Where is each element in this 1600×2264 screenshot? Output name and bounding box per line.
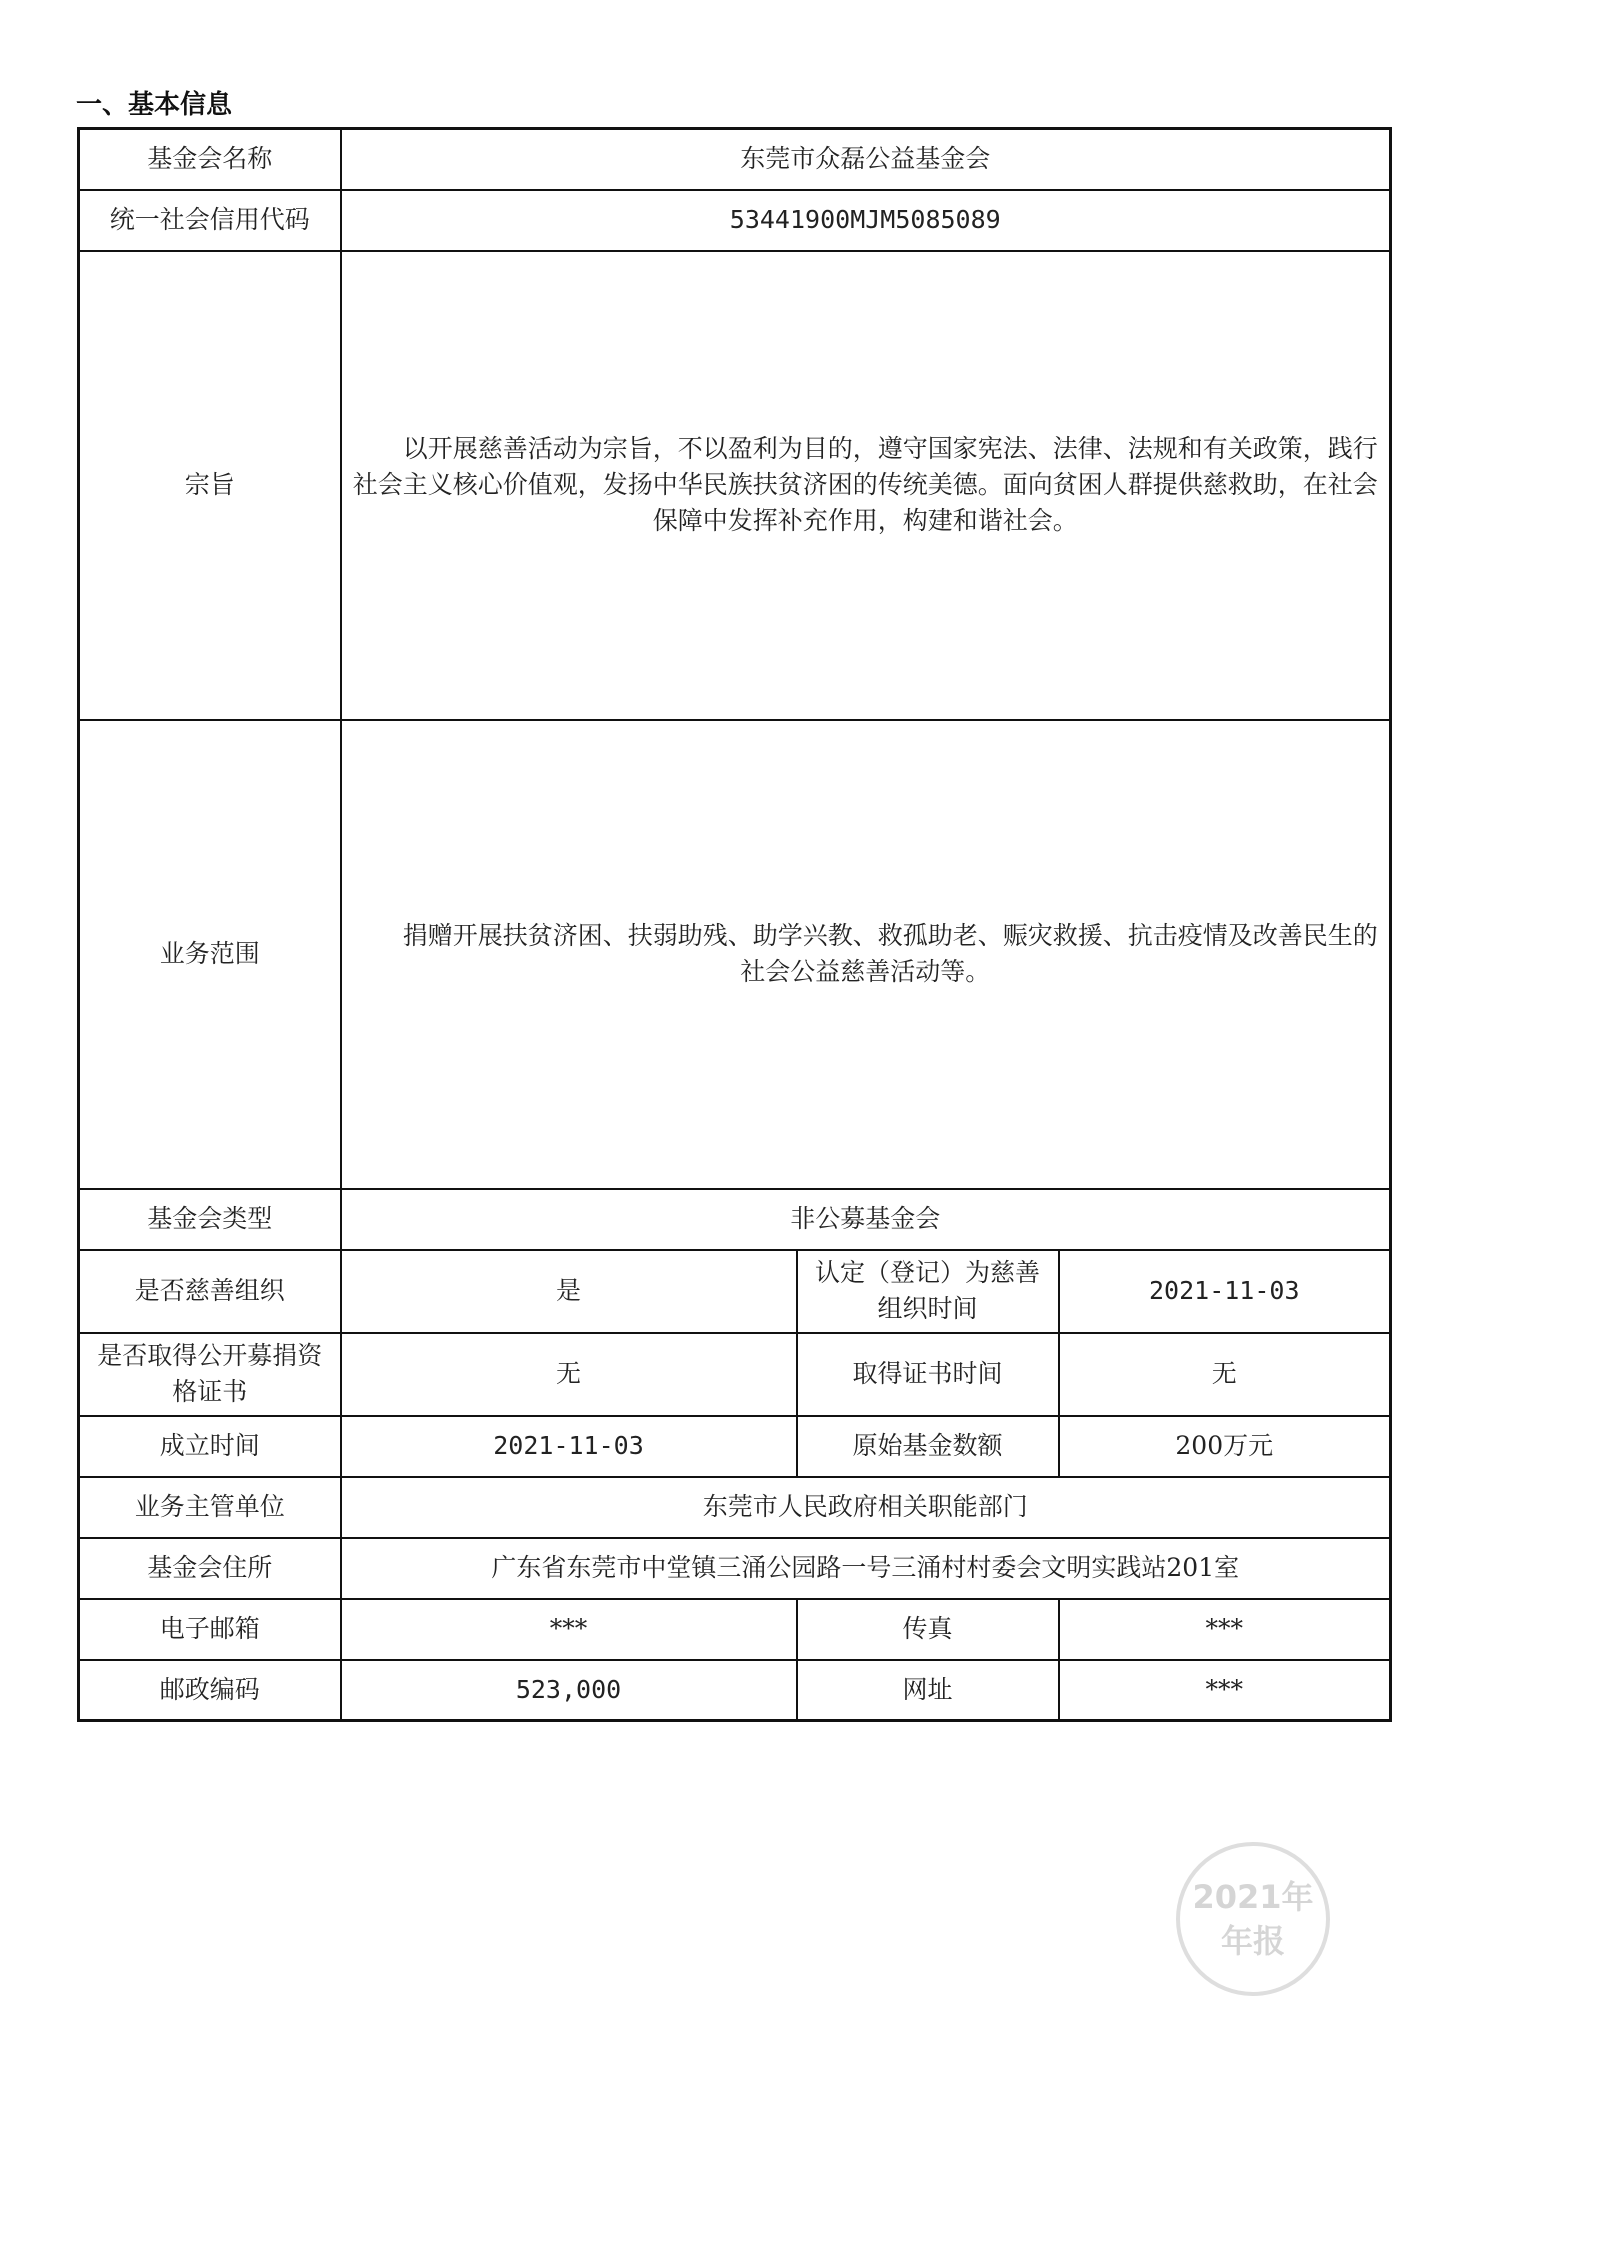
business-scope-text: 捐赠开展扶贫济困、扶弱助残、助学兴教、救孤助老、赈灾救援、抗击疫情及改善民生的社会公益慈善活动等。 <box>402 920 1378 986</box>
stamp-label: 年报 <box>1220 1922 1285 1960</box>
table-row <box>79 1477 1391 1538</box>
foundation-name-label: 基金会名称 <box>79 129 341 190</box>
cert-time-value: 无 <box>1059 1333 1391 1416</box>
annual-report-stamp <box>1176 1842 1330 1996</box>
table-row <box>79 1250 1391 1333</box>
table-row <box>79 720 1391 1189</box>
table-row <box>79 129 1391 190</box>
credit-code-value: 53441900MJM5085089 <box>341 190 1391 251</box>
founded-value: 2021-11-03 <box>341 1416 797 1477</box>
postcode-label: 邮政编码 <box>79 1660 341 1721</box>
website-label: 网址 <box>797 1660 1059 1721</box>
table-row <box>79 1538 1391 1599</box>
charity-date-label: 认定（登记）为慈善组织时间 <box>797 1250 1059 1333</box>
email-label: 电子邮箱 <box>79 1599 341 1660</box>
website-value: *** <box>1059 1660 1391 1721</box>
purpose-text: 以开展慈善活动为宗旨，不以盈利为目的，遵守国家宪法、法律、法规和有关政策，践行社会主义核心价值观，发扬中华民族扶贫济困的传统美德。面向贫困人群提供慈救助，在社会保障中发挥补充作用，构建和谐社会。 <box>352 433 1378 536</box>
foundation-type-label: 基金会类型 <box>79 1189 341 1250</box>
table-row <box>79 1189 1391 1250</box>
address-label: 基金会住所 <box>79 1538 341 1599</box>
address-value: 广东省东莞市中堂镇三涌公园路一号三涌村村委会文明实践站201室 <box>341 1538 1391 1599</box>
purpose-label: 宗旨 <box>79 251 341 720</box>
cert-time-label: 取得证书时间 <box>797 1333 1059 1416</box>
fund-amount-label: 原始基金数额 <box>797 1416 1059 1477</box>
table-row <box>79 190 1391 251</box>
business-scope-cell <box>341 720 1391 1189</box>
table-row <box>79 251 1391 720</box>
fundraising-cert-value: 无 <box>341 1333 797 1416</box>
table-row <box>79 1599 1391 1660</box>
basic-info-table <box>77 127 1392 1722</box>
purpose-cell <box>341 251 1391 720</box>
postcode-value: 523,000 <box>341 1660 797 1721</box>
section-title: 一、基本信息 <box>76 90 233 120</box>
table-row <box>79 1333 1391 1416</box>
credit-code-label: 统一社会信用代码 <box>79 190 341 251</box>
fund-amount-value: 200万元 <box>1059 1416 1391 1477</box>
fax-label: 传真 <box>797 1599 1059 1660</box>
charity-org-label: 是否慈善组织 <box>79 1250 341 1333</box>
business-scope-label: 业务范围 <box>79 720 341 1189</box>
supervisor-label: 业务主管单位 <box>79 1477 341 1538</box>
foundation-type-value: 非公募基金会 <box>341 1189 1391 1250</box>
fax-value: *** <box>1059 1599 1391 1660</box>
charity-date-value: 2021-11-03 <box>1059 1250 1391 1333</box>
supervisor-value: 东莞市人民政府相关职能部门 <box>341 1477 1391 1538</box>
table-row <box>79 1660 1391 1721</box>
email-value: *** <box>341 1599 797 1660</box>
stamp-year: 2021年 <box>1192 1878 1314 1916</box>
charity-org-value: 是 <box>341 1250 797 1333</box>
founded-label: 成立时间 <box>79 1416 341 1477</box>
foundation-name-value: 东莞市众磊公益基金会 <box>341 129 1391 190</box>
table-row <box>79 1416 1391 1477</box>
fundraising-cert-label: 是否取得公开募捐资格证书 <box>79 1333 341 1416</box>
